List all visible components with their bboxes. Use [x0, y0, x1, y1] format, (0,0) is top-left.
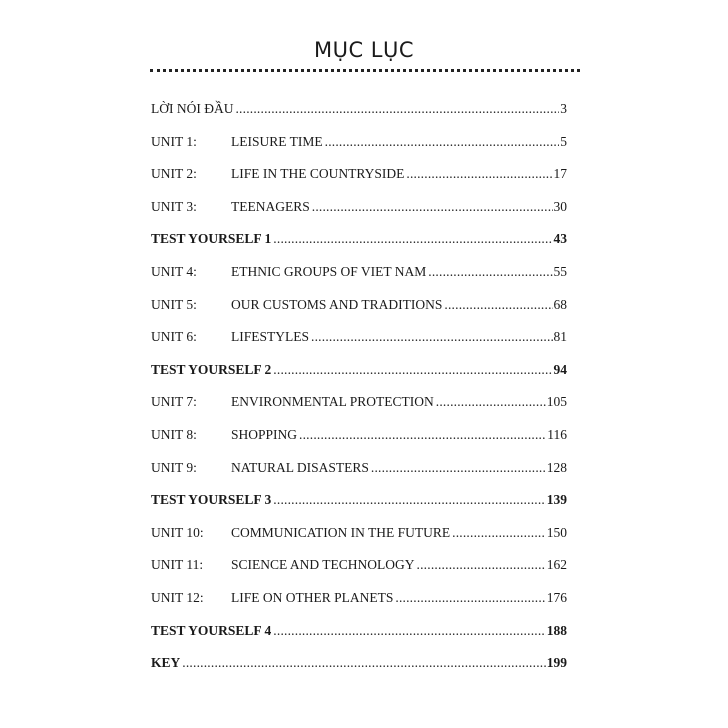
toc-entry	[151, 329, 567, 362]
toc-dot-leader	[235, 101, 559, 117]
toc-dot-leader	[325, 134, 560, 150]
toc-entry-title: LIFE ON OTHER PLANETS	[231, 589, 394, 605]
toc-entry-title: LIFE IN THE COUNTRYSIDE	[231, 166, 405, 182]
toc-dot-leader	[406, 166, 552, 182]
toc-entry-title: OUR CUSTOMS AND TRADITIONS	[231, 296, 443, 312]
toc-entry-page-number: 30	[553, 198, 567, 214]
toc-entry-title: TEST YOURSELF 4	[151, 622, 272, 638]
toc-entry	[151, 166, 567, 199]
toc-entry-page-number: 128	[546, 459, 567, 475]
toc-dot-leader	[312, 199, 553, 215]
title-dotted-divider	[150, 69, 580, 72]
toc-entry	[151, 492, 567, 525]
toc-entry	[151, 297, 567, 330]
toc-entry-page-number: 116	[547, 426, 567, 442]
toc-entry-unit: UNIT 3:	[151, 198, 197, 214]
toc-entry-page-number: 43	[553, 231, 567, 247]
toc-entry-unit: UNIT 2:	[151, 166, 197, 182]
toc-dot-leader	[395, 590, 545, 606]
toc-entry-title: COMMUNICATION IN THE FUTURE	[231, 524, 451, 540]
toc-entry-unit: UNIT 6:	[151, 329, 197, 345]
toc-entry	[151, 460, 567, 493]
toc-dot-leader	[273, 623, 545, 639]
toc-entry-unit: UNIT 8:	[151, 426, 197, 442]
toc-entry-page-number: 139	[546, 492, 567, 508]
toc-dot-leader	[299, 427, 546, 443]
toc-entry	[151, 590, 567, 623]
toc-entry	[151, 264, 567, 297]
toc-entry-page-number: 55	[553, 263, 567, 279]
toc-entry	[151, 525, 567, 558]
toc-dot-leader	[273, 231, 552, 247]
toc-list	[151, 101, 567, 688]
toc-entry-title: TEST YOURSELF 2	[151, 361, 272, 377]
toc-entry-page-number: 150	[546, 524, 567, 540]
toc-entry	[151, 134, 567, 167]
toc-dot-leader	[311, 329, 552, 345]
toc-dot-leader	[273, 492, 545, 508]
toc-entry-unit: UNIT 1:	[151, 133, 197, 149]
toc-entry-title: LEISURE TIME	[231, 133, 323, 149]
toc-dot-leader	[444, 297, 552, 313]
toc-entry-page-number: 105	[546, 394, 567, 410]
toc-entry-title: LỜI NÓI ĐẦU	[151, 101, 234, 116]
toc-entry-title: ENVIRONMENTAL PROTECTION	[231, 394, 434, 410]
toc-entry-title: TEST YOURSELF 1	[151, 231, 272, 247]
toc-entry-unit: UNIT 9:	[151, 459, 197, 475]
toc-entry-title: NATURAL DISASTERS	[231, 459, 369, 475]
toc-entry-page-number: 188	[546, 622, 567, 638]
toc-entry-unit: UNIT 11:	[151, 557, 204, 573]
toc-entry-title: SHOPPING	[231, 426, 298, 442]
toc-entry-title: LIFESTYLES	[231, 329, 310, 345]
toc-dot-leader	[452, 525, 546, 541]
toc-entry-unit: UNIT 7:	[151, 394, 197, 410]
page-title: MỤC LỤC	[313, 38, 415, 62]
toc-dot-leader	[417, 557, 546, 573]
toc-entry-page-number: 162	[546, 557, 567, 573]
toc-entry-page-number: 81	[553, 329, 567, 345]
toc-entry-title: SCIENCE AND TECHNOLOGY	[231, 557, 415, 573]
toc-entry-unit: UNIT 5:	[151, 296, 197, 312]
toc-entry	[151, 101, 567, 134]
toc-entry-page-number: 94	[553, 361, 567, 377]
toc-entry	[151, 231, 567, 264]
toc-entry	[151, 623, 567, 656]
toc-entry-title: ETHNIC GROUPS OF VIET NAM	[231, 263, 427, 279]
toc-dot-leader	[371, 460, 546, 476]
toc-entry-page-number: 199	[546, 655, 567, 671]
toc-entry-title: TEENAGERS	[231, 198, 310, 214]
toc-dot-leader	[428, 264, 552, 280]
toc-entry	[151, 394, 567, 427]
toc-entry-unit: UNIT 10:	[151, 524, 204, 540]
toc-entry-page-number: 17	[553, 166, 567, 182]
toc-dot-leader	[182, 655, 545, 671]
toc-entry	[151, 199, 567, 232]
toc-entry-page-number: 176	[546, 589, 567, 605]
toc-entry	[151, 655, 567, 688]
toc-entry	[151, 362, 567, 395]
toc-entry-unit: UNIT 4:	[151, 263, 197, 279]
toc-entry-title: KEY	[151, 655, 181, 671]
toc-entry-page-number: 68	[553, 296, 567, 312]
toc-dot-leader	[436, 394, 546, 410]
toc-dot-leader	[273, 362, 552, 378]
toc-entry	[151, 427, 567, 460]
toc-entry-unit: UNIT 12:	[151, 589, 204, 605]
toc-entry-page-number: 5	[560, 133, 567, 149]
toc-entry	[151, 557, 567, 590]
toc-entry-page-number: 3	[560, 101, 567, 116]
toc-entry-title: TEST YOURSELF 3	[151, 492, 272, 508]
